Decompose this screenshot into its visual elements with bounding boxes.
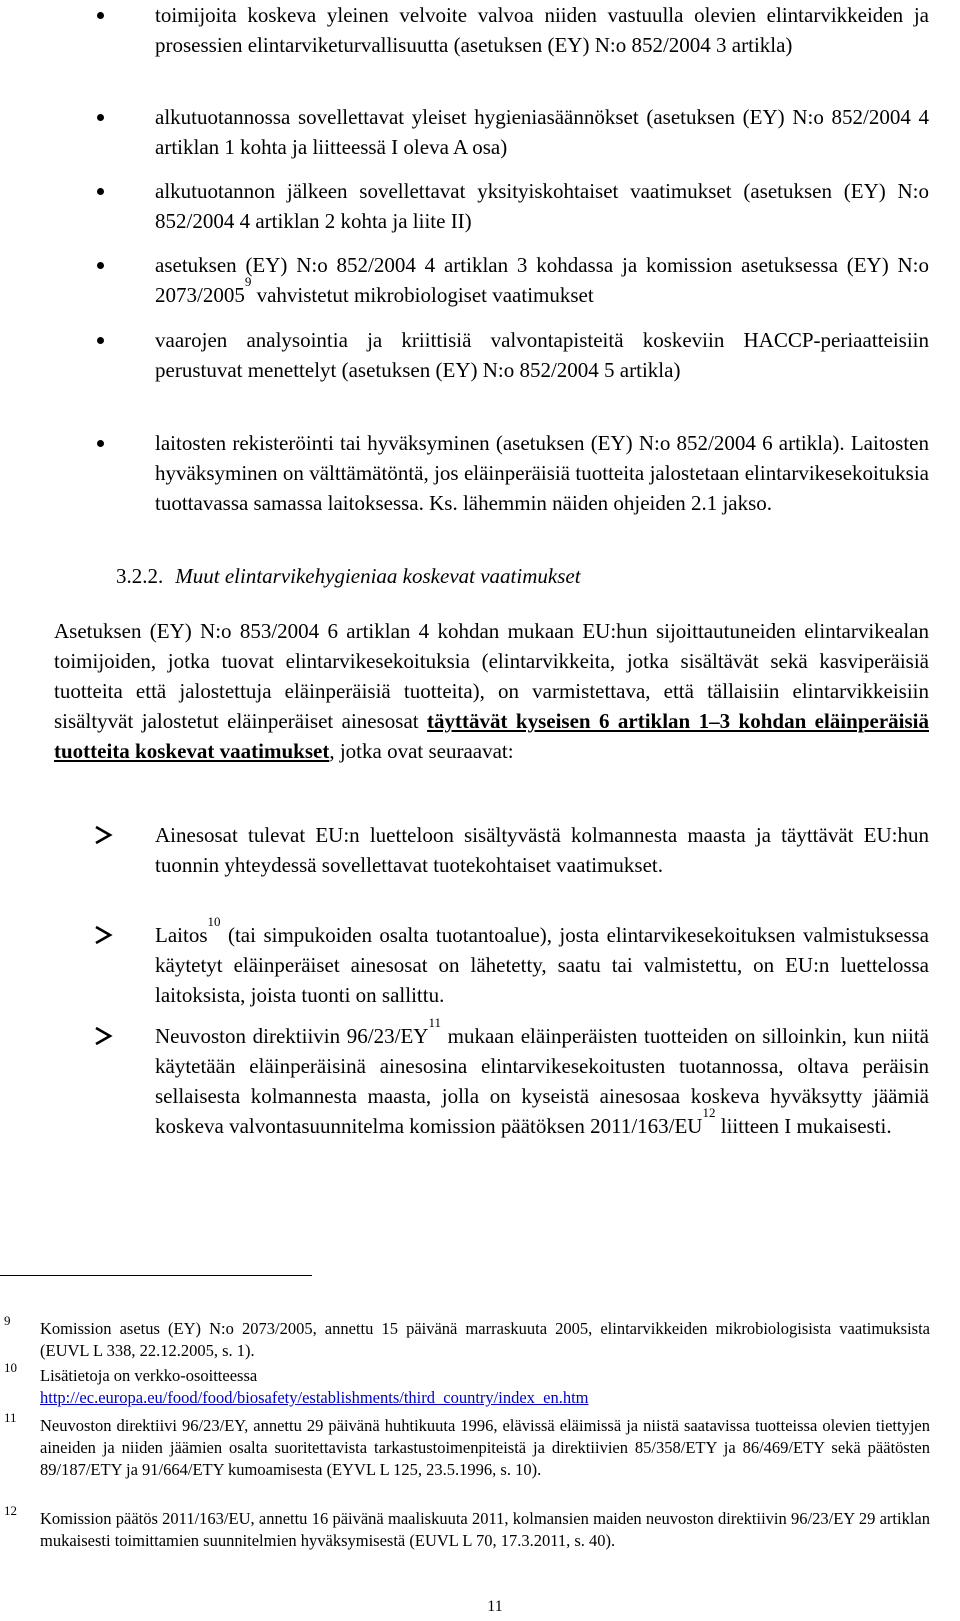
- arrow-bullet-icon: [93, 825, 113, 845]
- bullet-text: alkutuotannossa sovellettavat yleiset hygieniasäännökset (asetuksen (EY) N:o 852/2004 4 artiklan 1 kohta ja liitteessä I oleva A osa): [155, 105, 929, 159]
- page-number: 11: [487, 1598, 503, 1615]
- arrow-item-text: Ainesosat tulevat EU:n luetteloon sisältyvästä kolmannesta maasta ja täyttävät EU:hun tuonnin yhteydessä sovellettavat tuotekohtaiset vaatimukset.: [155, 823, 929, 877]
- paragraph-text-end: , jotka ovat seuraavat:: [329, 739, 514, 763]
- footnote-text: Komission päätös 2011/163/EU, annettu 16 päivänä maaliskuuta 2011, kolmansien maiden neuvoston direktiivin 96/23/EY 29 artiklan mukaisesti toimittamien suunnitelmien hyväksymisestä (EUVL L 70, 17.3.2011, s. 40).: [40, 1509, 930, 1550]
- bullet-icon: [97, 262, 104, 269]
- footnote-ref-12[interactable]: 12: [702, 1105, 716, 1120]
- arrow-bullet-icon: [93, 1026, 113, 1046]
- bullet-item: [155, 176, 929, 236]
- arrow-item-text: (tai simpukoiden osalta tuotantoalue), josta elintarvikesekoituksen valmistuksessa käytetyt eläinperäiset ainesosat on lähetetty, saatu tai valmistettu, on EU:n luettelossa laitoksista, joista tuonti on sallittu.: [155, 923, 929, 1007]
- bullet-item: [155, 0, 929, 60]
- footnote-text: Komission asetus (EY) N:o 2073/2005, annettu 15 päivänä marraskuuta 2005, elintarvikkeiden mikrobiologisista vaatimuksista (EUVL L 338, 22.12.2005, s. 1).: [40, 1319, 930, 1360]
- bullet-icon: [97, 114, 104, 121]
- arrow-item-text: mukaan eläinperäisten tuotteiden on silloinkin, kun niitä käytetään eläinperäisinä ainesosina elintarvikesekoitusten tuotannossa, oltava peräisin sellaisesta kolmannesta maasta, jolla on kyseistä ainesosaa koskeva hyväksytty jäämiä koskeva valvontasuunnitelma komission päätöksen 2011/163/EU: [155, 1024, 929, 1138]
- bullet-item: [155, 250, 929, 310]
- footnote-separator: [0, 1275, 312, 1276]
- section-title: Muut elintarvikehygieniaa koskevat vaatimukset: [175, 564, 581, 588]
- footnote-ref-10[interactable]: 10: [207, 914, 221, 929]
- bullet-item: [155, 428, 929, 518]
- paragraph-emphasis: täyttävät kyseisen 6 artiklan 1–3 kohdan eläinperäisiä tuotteita koskevat vaatimukset: [54, 709, 929, 763]
- section-number: 3.2.2.: [116, 564, 164, 588]
- bullet-text: toimijoita koskeva yleinen velvoite valvoa niiden vastuulla olevien elintarvikkeiden ja prosessien elintarviketurvallisuutta (asetuksen (EY) N:o 852/2004 3 artikla): [155, 3, 929, 57]
- footnote-number: 9: [4, 1313, 11, 1328]
- bullet-text: laitosten rekisteröinti tai hyväksyminen (asetuksen (EY) N:o 852/2004 6 artikla). Laitosten hyväksyminen on välttämätöntä, jos eläinperäisiä tuotteita jalostetaan elintarvikesekoituksia tuottavassa samassa laitoksessa. Ks. lähemmin näiden ohjeiden 2.1 jakso.: [155, 431, 929, 515]
- footnote-number: 10: [4, 1360, 17, 1375]
- bullet-item: [155, 102, 929, 162]
- footnote-number: 12: [4, 1503, 17, 1518]
- footnote-text: [40, 1365, 930, 1409]
- bullet-text: alkutuotannon jälkeen sovellettavat yksityiskohtaiset vaatimukset (asetuksen (EY) N:o 852/2004 4 artiklan 2 kohta ja liite II): [155, 179, 929, 233]
- paragraph-text: Asetuksen (EY) N:o 853/2004 6 artiklan 4 kohdan mukaan EU:hun sijoittautuneiden elintarvikealan toimijoiden, jotka tuovat elintarvikesekoituksia (elintarvikkeita, jotka sisältävät sekä kasviperäisiä tuotteita että jalostettuja eläinperäisiä tuotteita), on varmistettava, että tällaisiin elintarvikkeisiin sisältyvät jalostetut eläinperäiset ainesosat: [54, 619, 929, 733]
- footnote-ref-9[interactable]: 9: [244, 274, 252, 289]
- bullet-icon: [97, 12, 104, 19]
- bullet-text: vahvistetut mikrobiologiset vaatimukset: [251, 283, 594, 307]
- section-heading: [116, 561, 581, 591]
- bullet-icon: [97, 337, 104, 344]
- arrow-item-text: Laitos: [155, 923, 208, 947]
- footnote-link[interactable]: http://ec.europa.eu/food/food/biosafety/establishments/third_country/index_en.htm: [40, 1388, 589, 1407]
- bullet-icon: [97, 440, 104, 447]
- bullet-text: asetuksen (EY) N:o 852/2004 4 artiklan 3 kohdassa ja komission asetuksessa (EY) N:o 2073/2005: [155, 253, 929, 307]
- bullet-item: [155, 325, 929, 385]
- arrow-item-text: Neuvoston direktiivin 96/23/EY: [155, 1024, 429, 1048]
- body-paragraph: [54, 616, 929, 766]
- footnote-text-line: Lisätietoja on verkko-osoitteessa: [40, 1366, 258, 1385]
- footnote-text: Neuvoston direktiivi 96/23/EY, annettu 29 päivänä huhtikuuta 1996, elävissä eläimissä ja niistä saatavissa tuotteissa olevien tiettyjen aineiden ja niiden jäämien osalta suoritettavista tarkastustoimenpiteistä ja direktiivien 85/358/ETY ja 86/469/ETY sekä päätösten 89/187/ETY ja 91/664/ETY kumoamisesta (EYVL L 125, 23.5.1996, s. 10).: [40, 1416, 930, 1479]
- arrow-list-item: [155, 820, 929, 880]
- arrow-list-item: [155, 914, 929, 1010]
- footnote-ref-11[interactable]: 11: [428, 1015, 441, 1030]
- bullet-icon: [97, 188, 104, 195]
- bullet-text: vaarojen analysointia ja kriittisiä valvontapisteitä koskeviin HACCP-periaatteisiin perustuvat menettelyt (asetuksen (EY) N:o 852/2004 5 artikla): [155, 328, 929, 382]
- arrow-list-item: [155, 1015, 929, 1141]
- footnote-number: 11: [4, 1410, 17, 1425]
- arrow-bullet-icon: [93, 925, 113, 945]
- arrow-item-text: liitteen I mukaisesti.: [715, 1114, 892, 1138]
